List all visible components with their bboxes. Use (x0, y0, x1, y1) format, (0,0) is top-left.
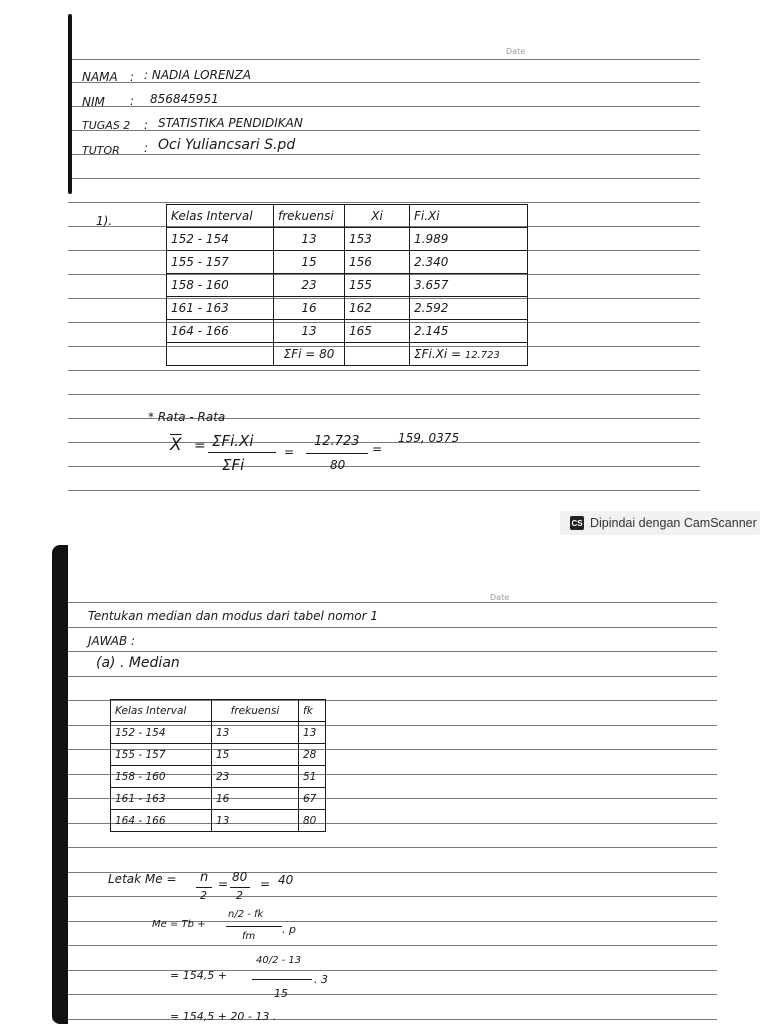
ruled-line (68, 442, 700, 443)
median-formula-num: n/2 - fk (228, 909, 264, 920)
table-cell: 13 (274, 228, 345, 251)
question-text: Tentukan median dan modus dari tabel nomor 1 (88, 609, 378, 623)
table-header: Xi (345, 205, 410, 228)
header-tugas-sep: : (144, 118, 149, 132)
table-cell: 15 (212, 744, 299, 766)
table-cell: 161 - 163 (167, 297, 274, 320)
median-step1-den: 15 (274, 987, 288, 1000)
letak-eq2: = (260, 877, 271, 891)
table-row (111, 722, 326, 744)
table-sum-row (167, 343, 528, 366)
mean-val-num: 12.723 (314, 434, 360, 449)
table-cell: 155 - 157 (167, 251, 274, 274)
table-row (167, 274, 528, 297)
ruled-line (68, 202, 700, 203)
fraction-bar (306, 453, 368, 454)
ruled-line (68, 394, 700, 395)
mean-eq3: = (372, 442, 383, 456)
camscanner-text: Dipindai dengan CamScanner (590, 516, 757, 530)
table-row (167, 228, 528, 251)
header-nim-label: NIM (82, 95, 105, 109)
date-label: Date (490, 593, 510, 602)
header-name-label: NAMA (82, 70, 118, 84)
camscanner-logo-icon: CS (570, 516, 584, 530)
table-cell: 2.145 (410, 320, 528, 343)
ruled-line (52, 1019, 717, 1020)
ruled-line (52, 627, 717, 628)
ruled-line (52, 602, 717, 603)
ruled-line (68, 106, 700, 107)
mean-num: ΣFi.Xi (212, 432, 254, 450)
header-tutor-value: Oci Yuliancsari S.pd (158, 137, 296, 153)
fraction-bar (226, 926, 282, 927)
table-cell: 161 - 163 (111, 788, 212, 810)
fraction-bar (230, 887, 250, 888)
table-cell: 23 (274, 274, 345, 297)
table-row (111, 744, 326, 766)
table-cell: 16 (212, 788, 299, 810)
table-row (111, 810, 326, 832)
table-cell: 155 (345, 274, 410, 297)
table-header: fk (299, 700, 326, 722)
mean-eq2: = (284, 445, 295, 459)
ruled-line (68, 370, 700, 371)
table-cell: 165 (345, 320, 410, 343)
letak-label: Letak Me = (108, 872, 177, 886)
table-cell: 15 (274, 251, 345, 274)
table-cell: 155 - 157 (111, 744, 212, 766)
ruled-line (68, 82, 700, 83)
table-cell: 153 (345, 228, 410, 251)
header-tutor-label: TUTOR (82, 144, 120, 157)
ruled-line (68, 466, 700, 467)
table-cell: 152 - 154 (167, 228, 274, 251)
median-step2: = 154,5 + 20 - 13 . (170, 1010, 277, 1023)
table-cell: 1.989 (410, 228, 528, 251)
letak-forty: 40 (278, 873, 294, 887)
ruled-line (68, 59, 700, 60)
ruled-line (52, 945, 717, 946)
table-cell: 80 (299, 810, 326, 832)
ruled-line (68, 178, 700, 179)
mean-title: * Rata - Rata (148, 410, 226, 424)
table-cell: 28 (299, 744, 326, 766)
cumulative-frequency-table (110, 699, 326, 832)
table-cell: 152 - 154 (111, 722, 212, 744)
table-cell: 67 (299, 788, 326, 810)
table-row (111, 766, 326, 788)
camscanner-badge (560, 511, 760, 535)
table-header: frekuensi (274, 205, 345, 228)
table-cell-empty (167, 343, 274, 366)
question-number: 1). (96, 214, 113, 228)
header-nim-value: 856845951 (150, 92, 219, 106)
table-header-row (111, 700, 326, 722)
mean-eq1: = (194, 438, 206, 454)
frequency-table (166, 204, 528, 366)
median-step1-num: 40/2 - 13 (256, 955, 302, 966)
header-tugas-value: STATISTIKA PENDIDIKAN (158, 116, 303, 130)
letak-two: 2 (200, 889, 207, 902)
table-cell: 158 - 160 (111, 766, 212, 788)
ruled-line (52, 994, 717, 995)
mean-val-den: 80 (330, 458, 346, 472)
table-cell: 2.592 (410, 297, 528, 320)
table-cell: 2.340 (410, 251, 528, 274)
table-cell: 3.657 (410, 274, 528, 297)
table-cell: 13 (212, 810, 299, 832)
table-cell: 162 (345, 297, 410, 320)
ruled-line (52, 676, 717, 677)
table-header-row (167, 205, 528, 228)
header-name-sep: : (130, 70, 135, 84)
table-header: Fi.Xi (410, 205, 528, 228)
table-cell: 13 (274, 320, 345, 343)
ruled-line (68, 154, 700, 155)
table-row (167, 320, 528, 343)
header-tugas-label: TUGAS 2 (82, 119, 131, 132)
median-formula-den: fm (242, 931, 256, 942)
notebook-page-1 (68, 10, 700, 505)
notebook-page-2 (52, 545, 717, 1024)
ruled-line (52, 847, 717, 848)
table-row (167, 297, 528, 320)
table-cell: 158 - 160 (167, 274, 274, 297)
mean-den: ΣFi (222, 456, 245, 474)
header-nim-sep: : (130, 94, 135, 108)
table-row (111, 788, 326, 810)
mean-symbol: $\overline{X}$ (170, 435, 182, 455)
table-cell: 13 (212, 722, 299, 744)
page-2-binding-edge (52, 545, 68, 1024)
table-cell: 164 - 166 (111, 810, 212, 832)
sum-fixi-label: ΣFi.Xi = (414, 347, 462, 361)
ruled-line (52, 970, 717, 971)
table-cell: 164 - 166 (167, 320, 274, 343)
page-1-binding-edge (68, 14, 72, 194)
median-step1-tail: . 3 (314, 973, 328, 986)
ruled-line (68, 490, 700, 491)
median-formula-tail: . p (282, 923, 296, 936)
table-header: frekuensi (212, 700, 299, 722)
answer-label: JAWAB : (88, 634, 136, 648)
table-cell: 16 (274, 297, 345, 320)
table-header: Kelas Interval (167, 205, 274, 228)
table-cell: 51 (299, 766, 326, 788)
ruled-line (52, 651, 717, 652)
fraction-bar (196, 887, 212, 888)
median-step1-prefix: = 154,5 + (170, 969, 227, 982)
table-cell: 156 (345, 251, 410, 274)
table-row (167, 251, 528, 274)
table-cell-empty (345, 343, 410, 366)
sum-fixi-value: 12.723 (464, 350, 500, 361)
fraction-bar (252, 979, 312, 980)
header-tutor-sep: : (144, 141, 149, 155)
fraction-bar (208, 452, 276, 453)
table-cell: 23 (212, 766, 299, 788)
median-formula-lhs: Me = Tb + (152, 919, 206, 930)
letak-n: n (200, 870, 209, 885)
ruled-line (68, 130, 700, 131)
table-cell: 13 (299, 722, 326, 744)
header-name-value: : NADIA LORENZA (144, 68, 251, 82)
date-label: Date (506, 47, 526, 56)
sum-fi: ΣFi = 80 (274, 343, 345, 366)
mean-result: 159, 0375 (398, 431, 460, 445)
letak-two2: 2 (236, 889, 243, 902)
table-header: Kelas Interval (111, 700, 212, 722)
sum-fixi (410, 343, 528, 366)
ruled-line (52, 896, 717, 897)
letak-eq: = (218, 877, 229, 891)
letak-eighty: 80 (232, 870, 248, 884)
part-a-title: (a) . Median (96, 655, 180, 671)
